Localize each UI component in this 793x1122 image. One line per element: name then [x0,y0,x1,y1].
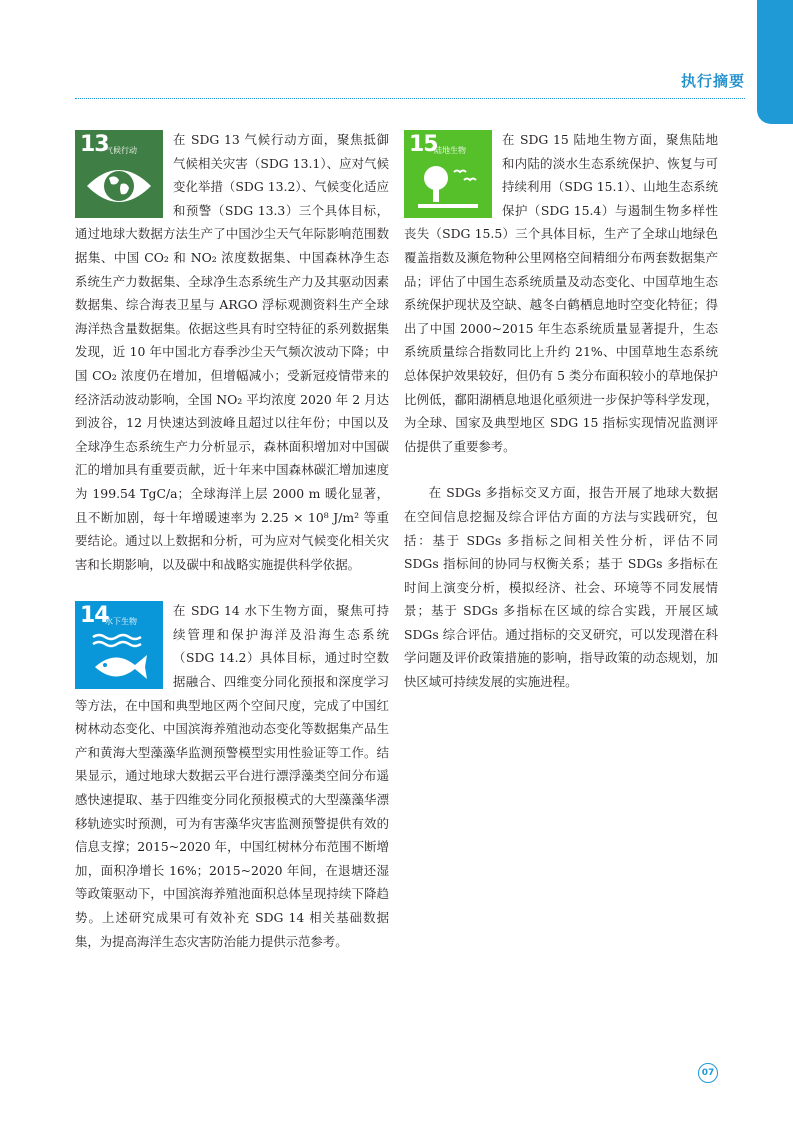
sdg14-section [75,599,389,953]
right-column [404,128,718,694]
sdg15-name: 陆地生物 [434,146,466,155]
sdg13-paragraph: 在 SDG 13 气候行动方面，聚焦抵御气候相关灾害（SDG 13.1）、应对气候变化举措（SDG 13.2）、气候变化适应和预警（SDG 13.3）三个具体目标，通过地球大数据方法生产了中国沙尘天气年际影响范围数据集、中国 CO₂ 和 NO₂ 浓度数据集、中国森林净生态系统生产力数据集、全球净生态系统生产力及其驱动因素数据集、综合海表卫星与 ARGO 浮标观测资料生产全球海洋热含量数据集。依据这些具有时空特征的系列数据集发现，近 10 年中国北方春季沙尘天气频次波动下降；中国 CO₂ 浓度仍在增加，但增幅减小；受新冠疫情带来的经济活动波动影响，全国 NO₂ 平均浓度 2020 年 2 月达到波谷，12 月快速达到波峰且超过以往年份；中国以及全球净生态系统生产力分析显示，森林面积增加对中国碳汇的增加具有重要贡献，近十年来中国森林碳汇增加速度为 199.54 TgC/a；全球海洋上层 2000 m 暖化显著，且不断加剧，每十年增暖速率为 2.25 × 10⁸ J/m² 等重要结论。通过以上数据和分析，可为应对气候变化相关灾害和长期影响，以及碳中和战略实施提供科学依据。 [75,132,389,572]
sdg14-paragraph: 在 SDG 14 水下生物方面，聚焦可持续管理和保护海洋及沿海生态系统（SDG 14.2）具体目标，通过时空数据融合、四维变分同化预报和深度学习等方法，在中国和典型地区两个空间尺度，完成了中国红树林动态变化、中国滨海养殖池动态变化等数据集产品生产和黄海大型藻藻华监测预警模型实用性验证等工作。结果显示，通过地球大数据云平台进行漂浮藻类空间分布遥感快速提取、基于四维变分同化预报模式的大型藻藻华漂移轨迹实时预测，可为有害藻华灾害监测预警提供有效的信息支撑；2015~2020 年，中国红树林分布范围不断增加，面积净增长 16%；2015~2020 年间，在退塘还湿等政策驱动下，中国滨海养殖池面积总体呈现持续下降趋势。上述研究成果可有效补充 SDG 14 相关基础数据集，为提高海洋生态灾害防治能力提供示范参考。 [75,603,389,949]
paragraph-gap [404,458,718,481]
cross-indicator-paragraph: 在 SDGs 多指标交叉方面，报告开展了地球大数据在空间信息挖掘及综合评估方面的方法与实践研究，包括：基于 SDGs 多指标之间相关性分析，评估不同 SDGs 指标间的协同与权衡关系；基于 SDGs 多指标在时间上演变分析，模拟经济、社会、环境等不同发展情景；基于 SDGs 多指标在区域的综合实践，开展区域 SDGs 综合评估。通过指标的交叉研究，可以发现潜在科学问题及评价政策措施的影响，指导政策的动态规划，加快区域可持续发展的实施进程。 [404,485,718,690]
header-divider [75,98,745,99]
sdg13-section [75,128,389,576]
page-number: 07 [698,1063,718,1083]
side-tab-decoration [757,0,793,124]
paragraph-gap [75,576,389,599]
sdg15-section [404,128,718,458]
eye-globe-icon [85,160,153,212]
left-column [75,128,389,953]
sdg15-paragraph: 在 SDG 15 陆地生物方面，聚焦陆地和内陆的淡水生态系统保护、恢复与可持续利用（SDG 15.1）、山地生态系统保护（SDG 15.4）与遏制生物多样性丧失（SDG 15.5）三个具体目标，生产了全球山地绿色覆盖指数及濒危物种公里网格空间精细分布两套数据集产品；评估了中国生态系统质量及动态变化、中国草地生态系统保护现状及空缺、越冬白鹤栖息地时空变化特征；得出了中国 2000~2015 年生态系统质量显著提升，生态系统质量综合指数同比上升约 21%、中国草地生态系统总体保护效果较好，但仍有 5 类分布面积较小的草地保护比例低，鄱阳湖栖息地退化亟须进一步保护等科学发现，为全球、国家及典型地区 SDG 15 指标实现情况监测评估提供了重要参考。 [404,132,718,454]
sdg13-badge [75,130,163,218]
sdg14-name: 水下生物 [105,617,137,627]
sdg15-number: 15 [409,132,438,157]
sdg13-number: 13 [80,132,109,157]
sdg13-name: 气候行动 [105,146,137,155]
sdg14-badge [75,601,163,689]
page-header-title: 执行摘要 [680,72,745,90]
sdg15-badge [404,130,492,218]
tree-birds-icon [414,160,482,212]
fish-waves-icon [85,631,153,683]
sdg14-number: 14 [80,603,109,629]
